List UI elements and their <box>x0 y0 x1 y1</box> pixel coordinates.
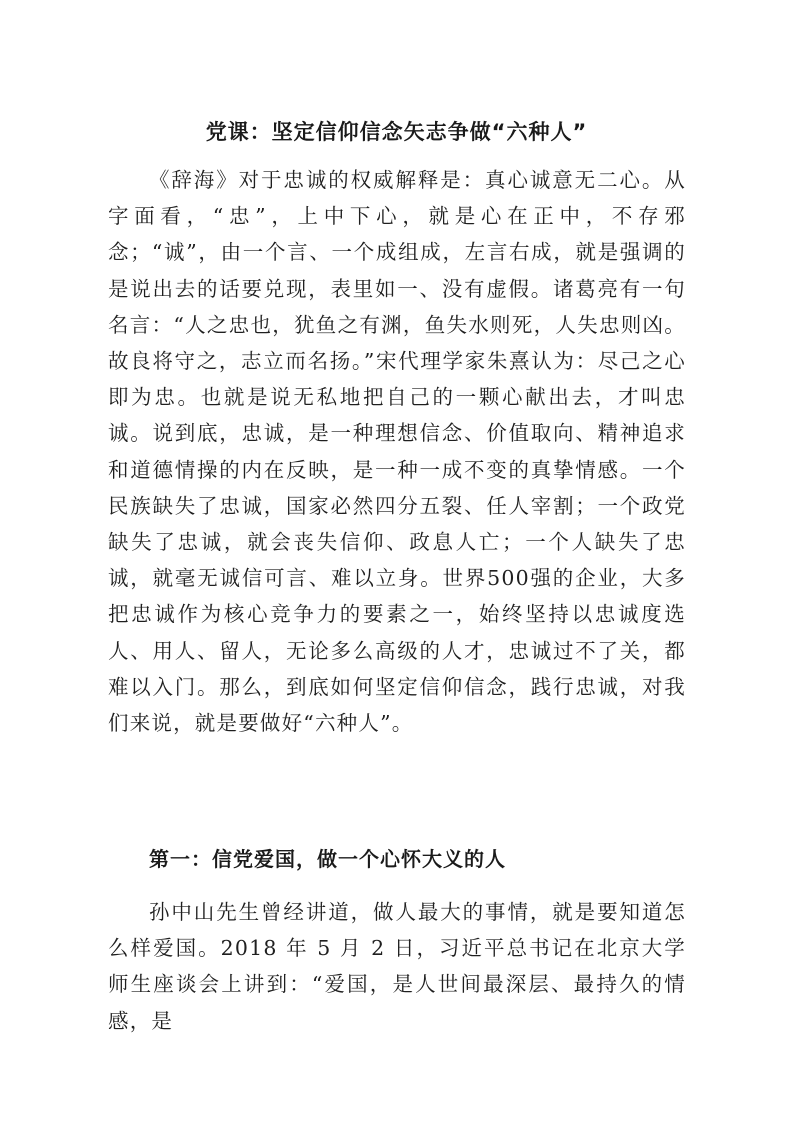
document-title: 党课：坚定信仰信念矢志争做“六种人” <box>205 120 588 144</box>
body-paragraph: 《辞海》对于忠诚的权威解释是：真心诚意无二心。从字面看，“忠”，上中下心，就是心在正中，不存邪念；“诚”，由一个言、一个成组成，左言右成，就是强调的是说出去的话要兑现，表里如一、没有虚假。诸葛亮有一句名言：“人之忠也，犹鱼之有渊，鱼失水则死，人失忠则凶。故良将守之，志立而名扬。”宋代理学家朱熹认为：尽己之心即为忠。也就是说无私地把自己的一颗心献出去，才叫忠诚。说到底，忠诚，是一种理想信念、价值取向、精神追求和道德情操的内在反映，是一种一成不变的真挚情感。一个民族缺失了忠诚，国家必然四分五裂、任人宰割；一个政党缺失了忠诚，就会丧失信仰、政息人亡；一个人缺失了忠诚，就毫无诚信可言、难以立身。世界500强的企业，大多把忠诚作为核心竞争力的要素之一，始终坚持以忠诚度选人、用人、留人，无论多么高级的人才，忠诚过不了关，都难以入门。那么，到底如何坚定信仰信念，践行忠诚，对我们来说，就是要做好“六种人”。 <box>108 168 686 736</box>
body-paragraph: 孙中山先生曾经讲道，做人最大的事情，就是要知道怎么样爱国。2018 年 5 月 2 日，习近平总书记在北京大学师生座谈会上讲到：“爱国，是人世间最深层、最持久的情感，是 <box>108 900 686 1033</box>
section-heading: 第一：信党爱国，做一个心怀大义的人 <box>149 847 506 871</box>
